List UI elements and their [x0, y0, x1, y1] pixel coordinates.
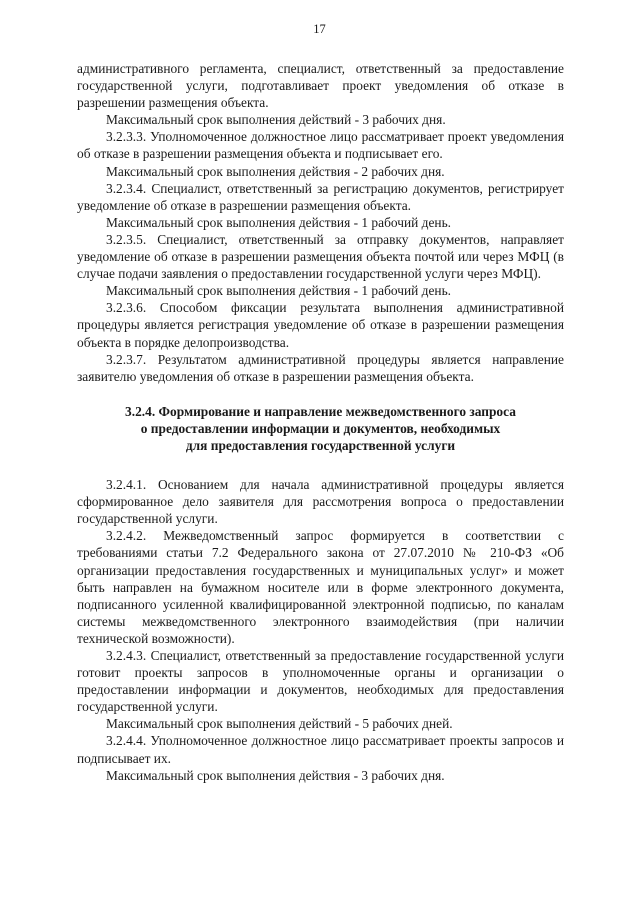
paragraph-3-2-4-4: 3.2.4.4. Уполномоченное должностное лицо рассматривает проекты запросов и подписывает их.: [77, 733, 564, 766]
paragraph-3-2-3-7: 3.2.3.7. Результатом административной процедуры является направление заявителю уведомления об отказе в разрешении размещения объекта.: [77, 351, 564, 384]
paragraph-deadline: Максимальный срок выполнения действий - 5 рабочих дней.: [106, 716, 453, 732]
paragraph-deadline: Максимальный срок выполнения действия - 3 рабочих дня.: [106, 767, 445, 783]
heading-line: о предоставлении информации и документов, необходимых: [140, 420, 501, 436]
paragraph-3-2-3-6: 3.2.3.6. Способом фиксации результата выполнения административной процедуры является регистрация уведомление об отказе в разрешении размещения объекта в порядке делопроизводства.: [77, 300, 564, 350]
paragraph-3-2-4-1: 3.2.4.1. Основанием для начала административной процедуры является сформированное дело заявителя для рассмотрения вопроса о предоставлении государственной услуги.: [77, 477, 564, 527]
paragraph-3-2-4-3: 3.2.4.3. Специалист, ответственный за предоставление государственной услуги готовит проекты запросов в уполномоченные органы и организации о предоставлении информации и документов, необходимых для предоставления государственной услуги.: [77, 648, 564, 715]
paragraph-3-2-3-4: 3.2.3.4. Специалист, ответственный за регистрацию документов, регистрирует уведомление об отказе в разрешении размещения объекта.: [77, 180, 564, 213]
section-heading-3-2-4: [77, 403, 564, 454]
heading-line: 3.2.4. Формирование и направление межведомственного запроса: [125, 403, 516, 419]
document-body: [77, 60, 564, 784]
paragraph-deadline: Максимальный срок выполнения действия - 1 рабочий день.: [106, 283, 452, 299]
paragraph-deadline: Максимальный срок выполнения действия - 1 рабочий день.: [106, 214, 452, 230]
paragraph-deadline: Максимальный срок выполнения действий - 3 рабочих дня.: [106, 112, 446, 128]
page-number: 17: [313, 22, 326, 36]
paragraph-3-2-4-2: 3.2.4.2. Межведомственный запрос формируется в соответствии с требованиями статьи 7.2 Федерального закона от 27.07.2010 № 210-ФЗ «Об организации предоставления государственных и муниципальных услуг» и может быть направлен на бумажном носителе или в форме электронного документа, подписанного усиленной квалифицированной электронной подписью, по каналам системы межведомственного электронного взаимодействия (при наличии технической возможности).: [77, 528, 564, 646]
paragraph-3-2-3-5: 3.2.3.5. Специалист, ответственный за отправку документов, направляет уведомление об отказе в разрешении размещения объекта почтой или через МФЦ (в случае подачи заявления о предоставлении государственной услуги через МФЦ).: [77, 231, 564, 282]
heading-line: для предоставления государственной услуги: [185, 437, 456, 453]
paragraph-deadline: Максимальный срок выполнения действия - 2 рабочих дня.: [106, 163, 445, 179]
paragraph-continuation: административного регламента, специалист, ответственный за предоставление государственной услуги, подготавливает проект уведомления об отказе в разрешении размещения объекта.: [77, 61, 564, 111]
paragraph-3-2-3-3: 3.2.3.3. Уполномоченное должностное лицо рассматривает проект уведомления об отказе в разрешении размещения объекта и подписывает его.: [77, 129, 564, 162]
